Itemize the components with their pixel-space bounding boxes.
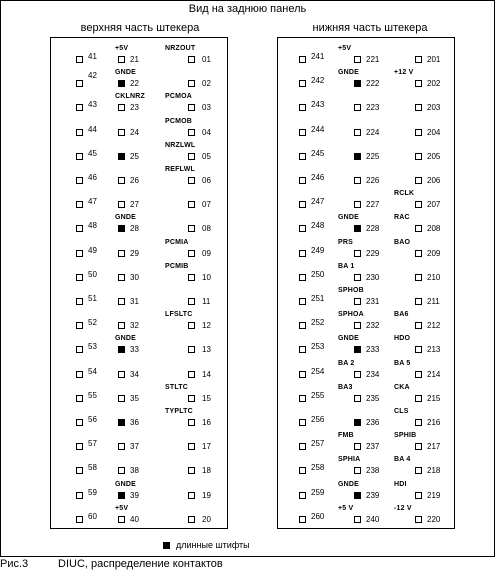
lower-signal-label: -12 V	[394, 505, 412, 512]
upper-pin-number: 53	[88, 342, 97, 351]
lower-pin-number: 233	[366, 345, 380, 354]
lower-pin-211	[415, 298, 422, 305]
upper-signal-label: PCMOA	[165, 93, 193, 100]
lower-pin-254	[299, 371, 306, 378]
upper-pin-number: 42	[88, 71, 97, 80]
lower-pin-number: 260	[311, 512, 325, 521]
upper-pin-22	[118, 80, 125, 87]
lower-pin-number: 235	[366, 394, 380, 403]
lower-pin-number: 215	[427, 394, 441, 403]
lower-pin-252	[299, 322, 306, 329]
lower-pin-256	[299, 419, 306, 426]
lower-signal-label: GNDE	[338, 69, 360, 76]
lower-pin-number: 226	[366, 176, 380, 185]
upper-signal-label: CKLNRZ	[115, 93, 145, 100]
left-block-title: верхняя часть штекера	[80, 22, 200, 34]
lower-pin-229	[354, 250, 361, 257]
lower-signal-label: SPHIB	[394, 432, 417, 439]
lower-signal-label: RAC	[394, 214, 410, 221]
upper-pin-08	[188, 225, 195, 232]
lower-pin-202	[415, 80, 422, 87]
upper-pin-50	[76, 274, 83, 281]
upper-pin-number: 06	[202, 176, 211, 185]
lower-signal-label: RCLK	[394, 190, 415, 197]
lower-pin-239	[354, 492, 361, 499]
lower-pin-220	[415, 516, 422, 523]
lower-pin-number: 236	[366, 418, 380, 427]
upper-pin-number: 24	[130, 128, 139, 137]
lower-signal-label: CLS	[394, 408, 409, 415]
upper-pin-60	[76, 516, 83, 523]
upper-pin-03	[188, 104, 195, 111]
upper-pin-number: 19	[202, 491, 211, 500]
lower-pin-number: 250	[311, 270, 325, 279]
lower-pin-number: 246	[311, 173, 325, 182]
lower-pin-number: 254	[311, 367, 325, 376]
upper-pin-number: 30	[130, 273, 139, 282]
upper-pin-43	[76, 104, 83, 111]
lower-pin-number: 224	[366, 128, 380, 137]
lower-pin-226	[354, 177, 361, 184]
upper-pin-27	[118, 201, 125, 208]
upper-pin-48	[76, 225, 83, 232]
lower-signal-label: +12 V	[394, 69, 414, 76]
upper-pin-55	[76, 395, 83, 402]
lower-pin-260	[299, 516, 306, 523]
upper-pin-number: 51	[88, 294, 97, 303]
lower-pin-number: 221	[366, 55, 380, 64]
upper-pin-number: 14	[202, 370, 211, 379]
lower-pin-250	[299, 274, 306, 281]
upper-pin-46	[76, 177, 83, 184]
upper-pin-number: 47	[88, 197, 97, 206]
upper-signal-label: REFLWL	[165, 166, 195, 173]
upper-pin-56	[76, 419, 83, 426]
upper-pin-14	[188, 371, 195, 378]
upper-pin-number: 43	[88, 100, 97, 109]
lower-pin-219	[415, 492, 422, 499]
upper-pin-number: 22	[130, 79, 139, 88]
lower-pin-number: 210	[427, 273, 441, 282]
lower-pin-237	[354, 443, 361, 450]
lower-pin-205	[415, 153, 422, 160]
upper-pin-51	[76, 298, 83, 305]
lower-pin-number: 239	[366, 491, 380, 500]
upper-pin-06	[188, 177, 195, 184]
upper-signal-label: GNDE	[115, 481, 137, 488]
lower-pin-203	[415, 104, 422, 111]
lower-pin-259	[299, 492, 306, 499]
upper-signal-label: PCMIA	[165, 239, 189, 246]
upper-pin-number: 27	[130, 200, 139, 209]
lower-signal-label: SPHOB	[338, 287, 364, 294]
lower-signal-label: BA6	[394, 311, 409, 318]
upper-pin-number: 56	[88, 415, 97, 424]
lower-pin-number: 243	[311, 100, 325, 109]
upper-pin-37	[118, 443, 125, 450]
lower-pin-213	[415, 346, 422, 353]
lower-pin-218	[415, 467, 422, 474]
upper-pin-29	[118, 250, 125, 257]
upper-pin-number: 33	[130, 345, 139, 354]
upper-signal-label: STLTC	[165, 384, 189, 391]
lower-pin-number: 228	[366, 224, 380, 233]
lower-pin-number: 220	[427, 515, 441, 524]
lower-pin-number: 249	[311, 246, 325, 255]
upper-pin-number: 18	[202, 466, 211, 475]
upper-pin-23	[118, 104, 125, 111]
upper-pin-01	[188, 56, 195, 63]
upper-pin-number: 57	[88, 439, 97, 448]
lower-pin-224	[354, 129, 361, 136]
upper-pin-58	[76, 467, 83, 474]
lower-signal-label: HDI	[394, 481, 407, 488]
upper-pin-57	[76, 443, 83, 450]
upper-pin-number: 05	[202, 152, 211, 161]
lower-pin-number: 203	[427, 103, 441, 112]
upper-pin-number: 31	[130, 297, 139, 306]
upper-pin-number: 15	[202, 394, 211, 403]
upper-signal-label: GNDE	[115, 69, 137, 76]
upper-pin-18	[188, 467, 195, 474]
upper-pin-number: 58	[88, 463, 97, 472]
lower-signal-label: HDO	[394, 335, 411, 342]
lower-pin-232	[354, 322, 361, 329]
upper-pin-39	[118, 492, 125, 499]
legend-long-pin-icon	[163, 542, 170, 549]
lower-pin-225	[354, 153, 361, 160]
upper-pin-02	[188, 80, 195, 87]
lower-pin-number: 253	[311, 342, 325, 351]
upper-pin-44	[76, 129, 83, 136]
upper-pin-number: 12	[202, 321, 211, 330]
upper-pin-number: 44	[88, 125, 97, 134]
lower-pin-number: 256	[311, 415, 325, 424]
caption-text: DIUC, распределение контактов	[58, 558, 223, 570]
upper-pin-13	[188, 346, 195, 353]
upper-pin-54	[76, 371, 83, 378]
lower-pin-204	[415, 129, 422, 136]
lower-pin-206	[415, 177, 422, 184]
upper-pin-21	[118, 56, 125, 63]
upper-pin-number: 46	[88, 173, 97, 182]
lower-pin-231	[354, 298, 361, 305]
lower-pin-223	[354, 104, 361, 111]
lower-pin-257	[299, 443, 306, 450]
right-block-title: нижняя часть штекера	[312, 22, 428, 34]
figure-caption	[0, 558, 223, 570]
lower-pin-207	[415, 201, 422, 208]
lower-pin-number: 244	[311, 125, 325, 134]
upper-pin-number: 37	[130, 442, 139, 451]
lower-pin-number: 247	[311, 197, 325, 206]
upper-pin-number: 04	[202, 128, 211, 137]
legend-label: длинные штифты	[176, 540, 250, 550]
lower-pin-236	[354, 419, 361, 426]
upper-pin-number: 23	[130, 103, 139, 112]
lower-signal-label: BA 2	[338, 360, 355, 367]
upper-pin-number: 13	[202, 345, 211, 354]
lower-pin-number: 258	[311, 463, 325, 472]
upper-pin-number: 48	[88, 221, 97, 230]
lower-pin-240	[354, 516, 361, 523]
upper-pin-number: 55	[88, 391, 97, 400]
upper-signal-label: LFSLTC	[165, 311, 193, 318]
lower-pin-number: 234	[366, 370, 380, 379]
upper-pin-12	[188, 322, 195, 329]
lower-signal-label: +5 V	[338, 505, 354, 512]
lower-signal-label: PRS	[338, 239, 353, 246]
upper-signal-label: NRZOUT	[165, 45, 196, 52]
lower-pin-243	[299, 104, 306, 111]
upper-pin-number: 10	[202, 273, 211, 282]
lower-pin-number: 248	[311, 221, 325, 230]
lower-pin-number: 231	[366, 297, 380, 306]
upper-pin-number: 09	[202, 249, 211, 258]
lower-pin-number: 213	[427, 345, 441, 354]
upper-pin-number: 20	[202, 515, 211, 524]
lower-pin-228	[354, 225, 361, 232]
lower-pin-251	[299, 298, 306, 305]
lower-pin-230	[354, 274, 361, 281]
upper-signal-label: NRZLWL	[165, 142, 196, 149]
lower-pin-number: 237	[366, 442, 380, 451]
upper-pin-number: 34	[130, 370, 139, 379]
lower-pin-238	[354, 467, 361, 474]
upper-pin-number: 11	[202, 297, 211, 306]
upper-pin-47	[76, 201, 83, 208]
lower-signal-label: +5V	[338, 45, 352, 52]
lower-pin-255	[299, 395, 306, 402]
lower-pin-222	[354, 80, 361, 87]
lower-pin-242	[299, 80, 306, 87]
upper-pin-number: 02	[202, 79, 211, 88]
lower-pin-245	[299, 153, 306, 160]
lower-pin-253	[299, 346, 306, 353]
upper-pin-number: 39	[130, 491, 139, 500]
lower-signal-label: FMB	[338, 432, 354, 439]
upper-pin-number: 40	[130, 515, 139, 524]
lower-pin-214	[415, 371, 422, 378]
lower-pin-number: 204	[427, 128, 441, 137]
upper-pin-15	[188, 395, 195, 402]
upper-pin-number: 50	[88, 270, 97, 279]
upper-pin-number: 07	[202, 200, 211, 209]
lower-signal-label: BAO	[394, 239, 411, 246]
lower-pin-201	[415, 56, 422, 63]
lower-pin-number: 241	[311, 52, 325, 61]
lower-pin-249	[299, 250, 306, 257]
lower-signal-label: BA 4	[394, 456, 411, 463]
upper-pin-number: 32	[130, 321, 139, 330]
lower-pin-241	[299, 56, 306, 63]
lower-pin-210	[415, 274, 422, 281]
lower-pin-number: 209	[427, 249, 441, 258]
lower-pin-244	[299, 129, 306, 136]
lower-pin-number: 242	[311, 76, 325, 85]
lower-pin-number: 208	[427, 224, 441, 233]
lower-pin-number: 230	[366, 273, 380, 282]
lower-pin-216	[415, 419, 422, 426]
lower-pin-number: 201	[427, 55, 441, 64]
upper-pin-07	[188, 201, 195, 208]
lower-pin-number: 240	[366, 515, 380, 524]
lower-signal-label: GNDE	[338, 481, 360, 488]
lower-signal-label: BA 5	[394, 360, 411, 367]
lower-pin-258	[299, 467, 306, 474]
lower-pin-number: 238	[366, 466, 380, 475]
lower-pin-234	[354, 371, 361, 378]
upper-pin-34	[118, 371, 125, 378]
upper-pin-09	[188, 250, 195, 257]
lower-pin-215	[415, 395, 422, 402]
upper-pin-number: 25	[130, 152, 139, 161]
upper-pin-28	[118, 225, 125, 232]
lower-pin-number: 222	[366, 79, 380, 88]
lower-pin-227	[354, 201, 361, 208]
lower-pin-number: 232	[366, 321, 380, 330]
upper-pin-42	[76, 80, 83, 87]
page-title: Вид на заднюю панель	[188, 3, 307, 15]
lower-pin-248	[299, 225, 306, 232]
upper-signal-label: PCMOB	[165, 118, 193, 125]
upper-pin-17	[188, 443, 195, 450]
upper-pin-59	[76, 492, 83, 499]
lower-pin-246	[299, 177, 306, 184]
lower-pin-number: 257	[311, 439, 325, 448]
lower-pin-number: 211	[427, 297, 440, 306]
upper-signal-label: PCMIB	[165, 263, 189, 270]
upper-pin-number: 59	[88, 488, 97, 497]
upper-pin-number: 29	[130, 249, 139, 258]
upper-pin-41	[76, 56, 83, 63]
upper-pin-31	[118, 298, 125, 305]
lower-signal-label: SPHIA	[338, 456, 361, 463]
upper-pin-52	[76, 322, 83, 329]
lower-signal-label: SPHOA	[338, 311, 364, 318]
upper-signal-label: TYPLTC	[165, 408, 193, 415]
upper-pin-number: 41	[88, 52, 97, 61]
legend	[163, 540, 250, 550]
lower-pin-235	[354, 395, 361, 402]
lower-pin-212	[415, 322, 422, 329]
caption-fig-number: Рис.3	[0, 558, 29, 570]
lower-signal-label: CKA	[394, 384, 410, 391]
lower-pin-number: 202	[427, 79, 441, 88]
lower-pin-number: 229	[366, 249, 380, 258]
lower-signal-label: GNDE	[338, 335, 360, 342]
upper-pin-number: 21	[130, 55, 139, 64]
upper-pin-26	[118, 177, 125, 184]
upper-pin-number: 01	[202, 55, 211, 64]
lower-pin-number: 223	[366, 103, 380, 112]
upper-pin-36	[118, 419, 125, 426]
lower-pin-number: 251	[311, 294, 325, 303]
upper-signal-label: +5V	[115, 45, 129, 52]
lower-pin-number: 255	[311, 391, 325, 400]
lower-pin-233	[354, 346, 361, 353]
lower-pin-number: 214	[427, 370, 441, 379]
upper-pin-number: 36	[130, 418, 139, 427]
upper-pin-number: 54	[88, 367, 97, 376]
upper-pin-25	[118, 153, 125, 160]
upper-pin-32	[118, 322, 125, 329]
lower-pin-number: 225	[366, 152, 380, 161]
upper-pin-45	[76, 153, 83, 160]
lower-signal-label: BA3	[338, 384, 353, 391]
upper-pin-number: 16	[202, 418, 211, 427]
lower-pin-247	[299, 201, 306, 208]
upper-pin-11	[188, 298, 195, 305]
upper-pin-number: 45	[88, 149, 97, 158]
lower-pin-number: 245	[311, 149, 325, 158]
upper-signal-label: GNDE	[115, 335, 137, 342]
upper-pin-number: 26	[130, 176, 139, 185]
upper-pin-53	[76, 346, 83, 353]
upper-pin-number: 38	[130, 466, 139, 475]
upper-pin-40	[118, 516, 125, 523]
upper-pin-number: 17	[202, 442, 211, 451]
lower-pin-number: 216	[427, 418, 441, 427]
upper-pin-04	[188, 129, 195, 136]
upper-signal-label: GNDE	[115, 214, 137, 221]
lower-pin-number: 205	[427, 152, 441, 161]
upper-pin-49	[76, 250, 83, 257]
lower-signal-label: BA 1	[338, 263, 355, 270]
lower-pin-number: 217	[427, 442, 441, 451]
upper-pin-30	[118, 274, 125, 281]
upper-pin-number: 03	[202, 103, 211, 112]
upper-pin-24	[118, 129, 125, 136]
upper-pin-number: 60	[88, 512, 97, 521]
lower-pin-221	[354, 56, 361, 63]
lower-pin-number: 252	[311, 318, 325, 327]
lower-pin-number: 206	[427, 176, 441, 185]
lower-pin-217	[415, 443, 422, 450]
upper-pin-number: 49	[88, 246, 97, 255]
upper-pin-38	[118, 467, 125, 474]
upper-pin-number: 28	[130, 224, 139, 233]
upper-pin-05	[188, 153, 195, 160]
upper-pin-number: 35	[130, 394, 139, 403]
lower-pin-208	[415, 225, 422, 232]
lower-pin-number: 212	[427, 321, 441, 330]
upper-signal-label: +5V	[115, 505, 129, 512]
upper-pin-19	[188, 492, 195, 499]
lower-pin-number: 218	[427, 466, 441, 475]
upper-pin-33	[118, 346, 125, 353]
lower-pin-number: 259	[311, 488, 325, 497]
upper-pin-16	[188, 419, 195, 426]
lower-pin-number: 219	[427, 491, 441, 500]
lower-pin-number: 227	[366, 200, 380, 209]
upper-pin-10	[188, 274, 195, 281]
upper-pin-number: 08	[202, 224, 211, 233]
upper-pin-35	[118, 395, 125, 402]
lower-signal-label: GNDE	[338, 214, 360, 221]
lower-pin-209	[415, 250, 422, 257]
upper-pin-20	[188, 516, 195, 523]
upper-pin-number: 52	[88, 318, 97, 327]
lower-pin-number: 207	[427, 200, 441, 209]
